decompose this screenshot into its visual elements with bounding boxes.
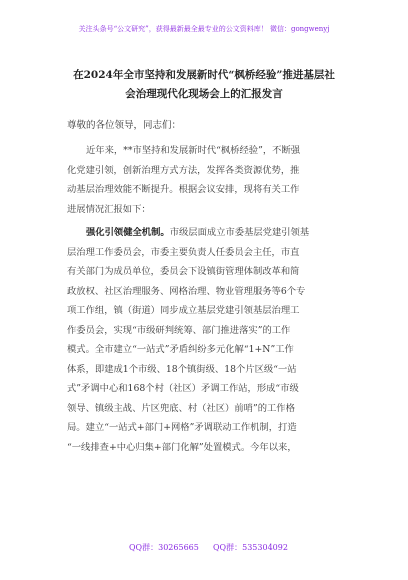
section-first-line: [67, 223, 347, 243]
qq-group-2: QQ群：535304092: [213, 543, 288, 552]
section-paragraph: [67, 223, 347, 457]
document-title: [56, 66, 352, 104]
section-line: 局。建立“一站式+部门+网格”矛调联动工作机制，打造: [67, 422, 297, 433]
title-line-1: 在2024年全市坚持和发展新时代“枫桥经验”推进基层社: [73, 69, 335, 81]
section-line: 层治理工作委员会，市委主要负责人任委员会主任，市直: [67, 246, 300, 258]
intro-line: 化党建引领，创新治理方式方法，发挥各类资源优势，推: [67, 164, 300, 176]
watermark-banner: 关注头条号“公文研究”，获得最新最全最专业的公文资料库！ 微信：gongwenyj: [78, 25, 330, 33]
salutation: 尊敬的各位领导，同志们：: [67, 120, 182, 131]
qq-group-1: QQ群：30265665: [129, 543, 199, 552]
title-line-2: 会治理现代化现场会上的汇报发言: [125, 88, 283, 100]
section-line: 有关部门为成员单位，委员会下设镇街管理体制改革和简: [67, 266, 300, 277]
intro-paragraph: [67, 141, 347, 219]
intro-line: 进展情况汇报如下：: [67, 203, 151, 215]
section-line: 体系，即建成1个市级、18个镇街级、18个片区级“一站: [67, 363, 297, 375]
intro-line: 近年来，**市坚持和发展新时代“枫桥经验”，不断强: [86, 145, 301, 156]
section-lead-heading: 强化引领健全机制。: [86, 227, 170, 238]
section-line: “一线排查+中心归集+部门化解”处置模式。今年以来，: [67, 441, 297, 453]
section-line: 作委员会，实现“市级研判统筹、部门推进落实”的工作: [67, 324, 291, 336]
section-line: 模式。全市建立“一站式”矛盾纠纷多元化解“1+N”工作: [67, 344, 294, 355]
section-first-line-text: 市级层面成立市委基层党建引领基: [169, 227, 310, 238]
section-line: 式”矛调中心和168个村（社区）矛调工作站，形成“市级: [67, 383, 299, 394]
section-line: 政放权、社区治理服务、网格治理、物业管理服务等6个专: [67, 285, 306, 297]
section-line: 项工作组，镇（街道）同步成立基层党建引领基层治理工: [67, 305, 300, 316]
intro-line: 动基层治理效能不断提升。根据会议安排，现将有关工作: [67, 184, 300, 195]
section-line: 领导、镇级主战、片区兜底、村（社区）前哨”的工作格: [67, 402, 295, 414]
